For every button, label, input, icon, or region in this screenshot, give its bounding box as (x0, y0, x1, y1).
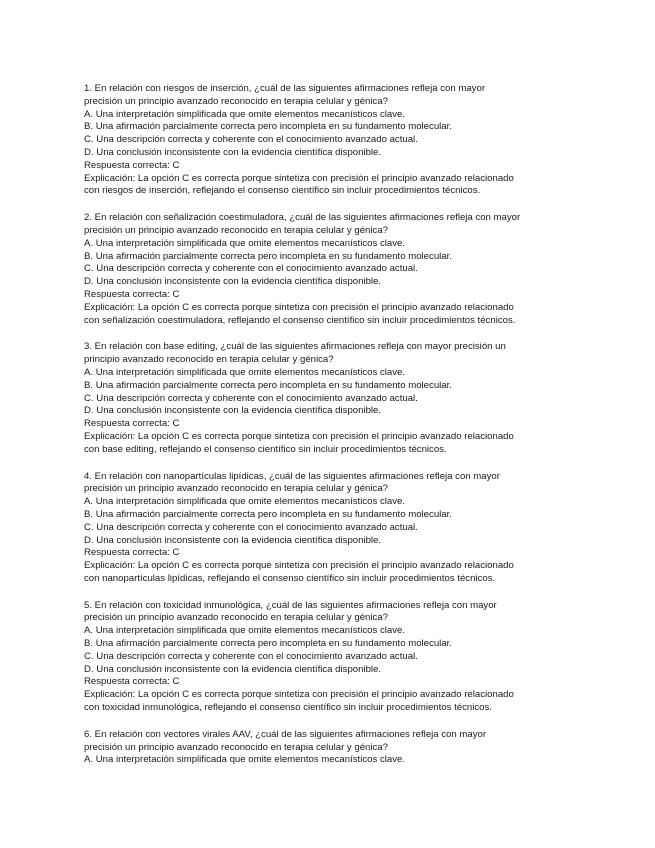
question-stem: precisión un principio avanzado reconocido en terapia celular y génica? (84, 224, 388, 236)
question-5 (84, 600, 584, 715)
question-3 (84, 341, 584, 456)
option-a: A. Una interpretación simplificada que omite elementos mecanísticos clave. (84, 108, 406, 120)
option-c: C. Una descripción correcta y coherente con el conocimiento avanzado actual. (84, 263, 418, 275)
explanation: Explicación: La opción C es correcta porque sintetiza con precisión el principio avanzado relacionado (84, 430, 514, 442)
question-stem: 5. En relación con toxicidad inmunológica, ¿cuál de las siguientes afirmaciones refleja con mayor (84, 599, 497, 611)
option-d: D. Una conclusión inconsistente con la evidencia científica disponible. (84, 276, 382, 288)
question-stem: 4. En relación con nanopartículas lipídicas, ¿cuál de las siguientes afirmaciones refleja con mayor (84, 470, 500, 482)
option-c: C. Una descripción correcta y coherente con el conocimiento avanzado actual. (84, 392, 418, 404)
question-stem: 3. En relación con base editing, ¿cuál de las siguientes afirmaciones refleja con mayor precisión un (84, 341, 506, 353)
question-6 (84, 729, 584, 767)
question-2 (84, 212, 584, 327)
correct-answer: Respuesta correcta: C (84, 547, 180, 559)
correct-answer: Respuesta correcta: C (84, 288, 180, 300)
correct-answer: Respuesta correcta: C (84, 676, 180, 688)
option-a: A. Una interpretación simplificada que omite elementos mecanísticos clave. (84, 366, 406, 378)
question-stem: 1. En relación con riesgos de inserción, ¿cuál de las siguientes afirmaciones refleja con mayor (84, 83, 486, 94)
explanation: con riesgos de inserción, reflejando el consenso científico sin incluir procedimientos técnicos. (84, 185, 481, 197)
option-a: A. Una interpretación simplificada que omite elementos mecanísticos clave. (84, 496, 406, 508)
question-stem: precisión un principio avanzado reconocido en terapia celular y génica? (84, 612, 388, 624)
option-b: B. Una afirmación parcialmente correcta pero incompleta en su fundamento molecular. (84, 121, 452, 133)
explanation: Explicación: La opción C es correcta porque sintetiza con precisión el principio avanzado relacionado (84, 560, 514, 572)
question-stem: 2. En relación con señalización coestimuladora, ¿cuál de las siguientes afirmaciones refleja con mayor (84, 212, 521, 224)
question-stem: precisión un principio avanzado reconocido en terapia celular y génica? (84, 95, 388, 107)
question-stem: precisión un principio avanzado reconocido en terapia celular y génica? (84, 483, 388, 495)
explanation: con señalización coestimuladora, reflejando el consenso científico sin incluir procedimientos técnicos. (84, 314, 516, 326)
option-a: A. Una interpretación simplificada que omite elementos mecanísticos clave. (84, 237, 406, 249)
document-body (84, 83, 584, 781)
option-c: C. Una descripción correcta y coherente con el conocimiento avanzado actual. (84, 650, 418, 662)
explanation: con base editing, reflejando el consenso científico sin incluir procedimientos técnicos. (84, 443, 447, 455)
option-d: D. Una conclusión inconsistente con la evidencia científica disponible. (84, 405, 382, 417)
option-a: A. Una interpretación simplificada que omite elementos mecanísticos clave. (84, 625, 406, 637)
correct-answer: Respuesta correcta: C (84, 418, 180, 430)
explanation: Explicación: La opción C es correcta porque sintetiza con precisión el principio avanzado relacionado (84, 689, 514, 701)
option-c: C. Una descripción correcta y coherente con el conocimiento avanzado actual. (84, 134, 418, 146)
option-b: B. Una afirmación parcialmente correcta pero incompleta en su fundamento molecular. (84, 379, 452, 391)
option-d: D. Una conclusión inconsistente con la evidencia científica disponible. (84, 146, 382, 158)
option-d: D. Una conclusión inconsistente con la evidencia científica disponible. (84, 663, 382, 675)
option-b: B. Una afirmación parcialmente correcta pero incompleta en su fundamento molecular. (84, 508, 452, 520)
question-4 (84, 471, 584, 586)
option-a: A. Una interpretación simplificada que omite elementos mecanísticos clave. (84, 754, 406, 766)
option-d: D. Una conclusión inconsistente con la evidencia científica disponible. (84, 534, 382, 546)
question-stem: principio avanzado reconocido en terapia celular y génica? (84, 354, 334, 366)
explanation: Explicación: La opción C es correcta porque sintetiza con precisión el principio avanzado relacionado (84, 172, 514, 184)
explanation: Explicación: La opción C es correcta porque sintetiza con precisión el principio avanzado relacionado (84, 301, 514, 313)
option-c: C. Una descripción correcta y coherente con el conocimiento avanzado actual. (84, 521, 418, 533)
correct-answer: Respuesta correcta: C (84, 159, 180, 171)
question-stem: 6. En relación con vectores virales AAV, ¿cuál de las siguientes afirmaciones refleja con mayor (84, 728, 487, 740)
option-b: B. Una afirmación parcialmente correcta pero incompleta en su fundamento molecular. (84, 638, 452, 650)
explanation: con nanopartículas lipídicas, reflejando el consenso científico sin incluir procedimientos técnicos. (84, 572, 496, 584)
question-1 (84, 83, 584, 198)
option-b: B. Una afirmación parcialmente correcta pero incompleta en su fundamento molecular. (84, 250, 452, 262)
question-stem: precisión un principio avanzado reconocido en terapia celular y génica? (84, 741, 388, 753)
explanation: con toxicidad inmunológica, reflejando el consenso científico sin incluir procedimientos técnicos. (84, 702, 492, 714)
